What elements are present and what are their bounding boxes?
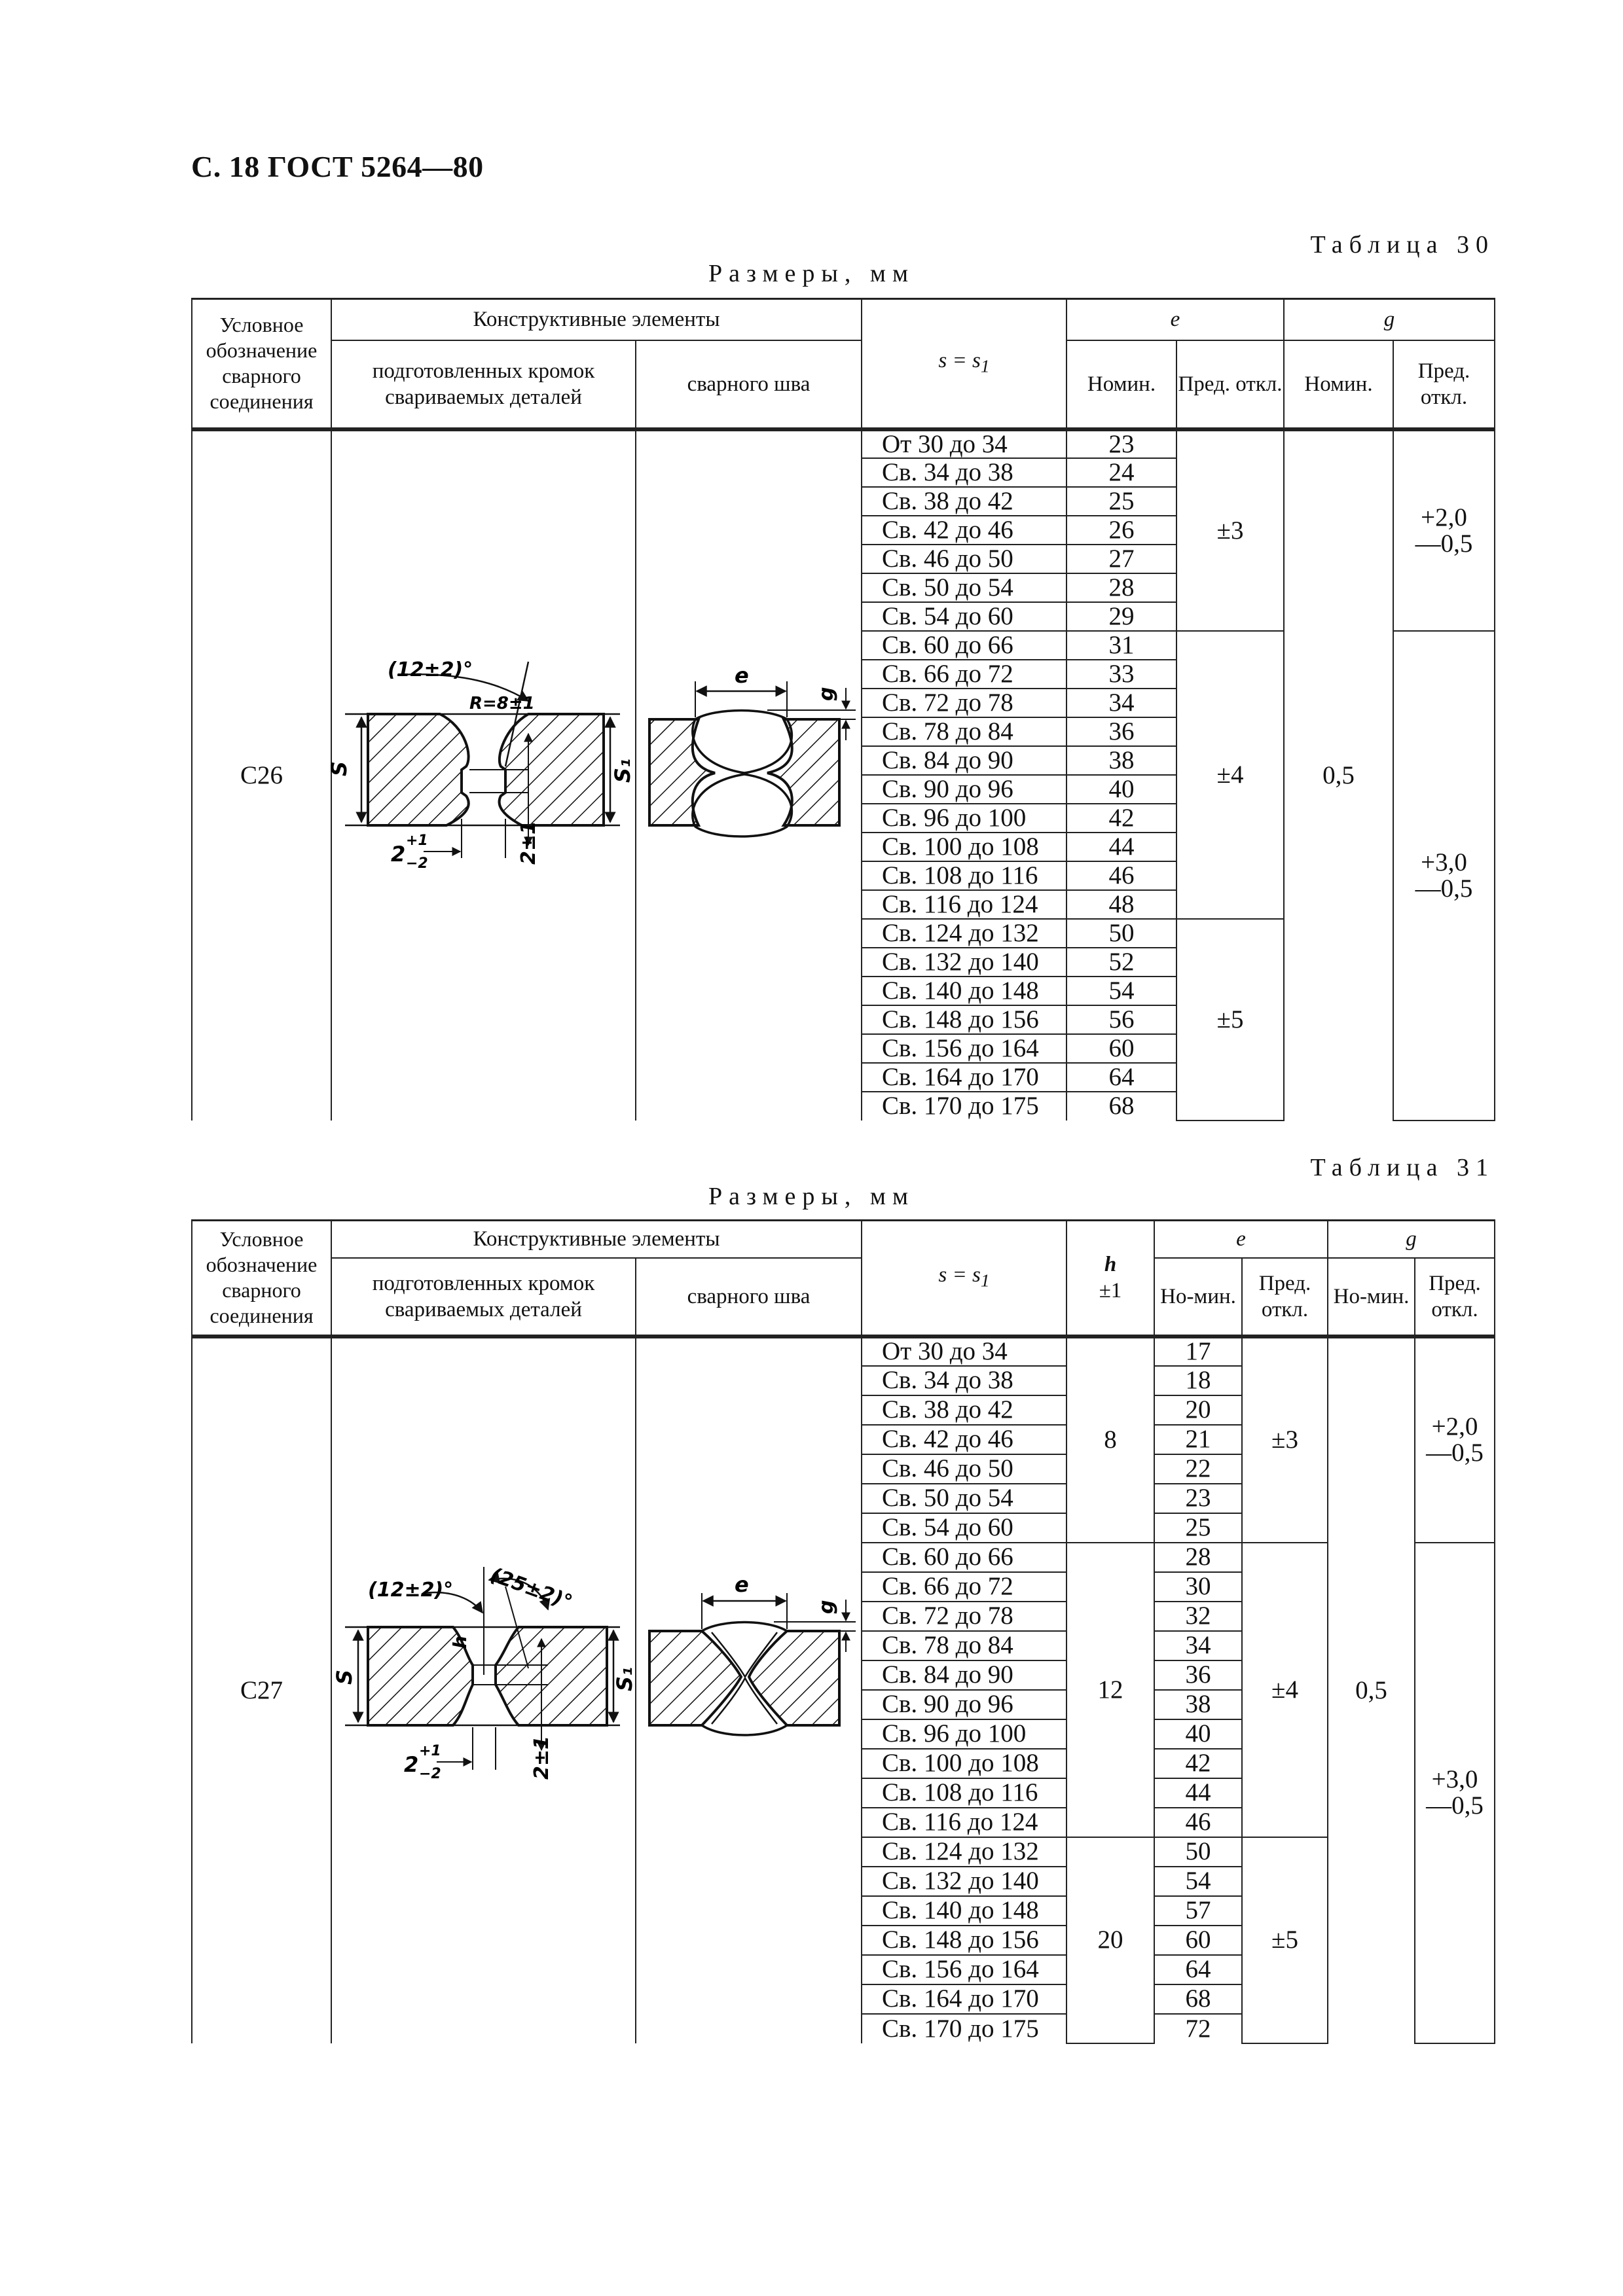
s-range: Св. 54 до 60 [862,602,1067,631]
e-nominal: 52 [1067,948,1176,977]
s-range: Св. 60 до 66 [862,631,1067,660]
table-30-label: Таблица 30 [1310,231,1495,259]
e-label: e [735,663,749,688]
s-range: Св. 34 до 38 [862,1366,1067,1395]
e-nominal: 42 [1154,1749,1242,1778]
s-range: Св. 156 до 164 [862,1034,1067,1063]
e-nominal: 44 [1067,833,1176,861]
root-label: 2±1 [530,1736,553,1780]
col-header-e-pred: Пред. откл. [1242,1258,1328,1336]
prep-figure-cell [327,429,636,1121]
e-nominal: 29 [1067,602,1176,631]
joint-code: C26 [192,429,331,1121]
s-range: Св. 42 до 46 [862,1425,1067,1454]
s-range: Св. 84 до 90 [862,1660,1067,1690]
e-nominal: 18 [1154,1366,1242,1395]
e-tolerance: ±4 [1176,631,1284,919]
gap-sub: −2 [419,1766,441,1782]
s-range: Св. 164 до 170 [862,1984,1067,2014]
s-range: Св. 132 до 140 [862,948,1067,977]
s-range: Св. 96 до 100 [862,1719,1067,1749]
weld-figure-cell [636,1336,862,2043]
s-range: Св. 78 до 84 [862,717,1067,746]
s-range: От 30 до 34 [862,1336,1067,1366]
e-nominal: 64 [1067,1063,1176,1092]
angle2-label: (25±2)° [487,1563,575,1615]
e-nominal: 17 [1154,1336,1242,1366]
e-nominal: 64 [1154,1955,1242,1984]
e-tolerance: ±5 [1242,1837,1328,2043]
g-label: g [815,687,838,701]
s-range: Св. 124 до 132 [862,919,1067,948]
g-nominal: 0,5 [1328,1336,1415,2043]
e-nominal: 38 [1067,746,1176,775]
e-nominal: 44 [1154,1778,1242,1808]
col-header-weld: сварного шва [636,340,862,429]
e-nominal: 54 [1154,1867,1242,1896]
e-nominal: 50 [1154,1837,1242,1867]
s-range: Св. 72 до 78 [862,1602,1067,1631]
col-header-h: h ±1 [1067,1221,1154,1336]
e-nominal: 33 [1067,660,1176,689]
h-label: h [449,1636,471,1649]
e-nominal: 34 [1154,1631,1242,1660]
joint-code: C27 [192,1336,331,2043]
e-nominal: 68 [1154,1984,1242,2014]
e-nominal: 54 [1067,977,1176,1005]
s-range: Св. 100 до 108 [862,1749,1067,1778]
table-31 [191,1219,1495,2044]
g-nominal: 0,5 [1284,429,1393,1121]
e-tolerance: ±3 [1176,429,1284,631]
table-31-label: Таблица 31 [1310,1154,1495,1181]
table-row [192,1336,1495,1366]
col-header-g-pred: Пред. откл. [1415,1258,1495,1336]
s-range: Св. 90 до 96 [862,775,1067,804]
e-nominal: 31 [1067,631,1176,660]
s-range: Св. 108 до 116 [862,861,1067,890]
table-30 [191,298,1495,1121]
radius-label: R=8±1 [469,694,535,713]
s-range: Св. 66 до 72 [862,1572,1067,1602]
s-range: Св. 164 до 170 [862,1063,1067,1092]
col-header-s: $s = s_1$ [862,1221,1067,1336]
s-range: Св. 66 до 72 [862,660,1067,689]
weld-figure [636,1554,862,1822]
s-range: Св. 108 до 116 [862,1778,1067,1808]
e-nominal: 40 [1067,775,1176,804]
e-nominal: 68 [1067,1092,1176,1121]
s-range: Св. 140 до 148 [862,1896,1067,1926]
s-range: Св. 60 до 66 [862,1543,1067,1572]
table-row [192,429,1495,458]
col-header-e: e [1154,1221,1328,1258]
e-nominal: 36 [1154,1660,1242,1690]
e-nominal: 42 [1067,804,1176,833]
s-range: Св. 50 до 54 [862,573,1067,602]
g-tolerance: +2,0 —0,5 [1415,1336,1495,1543]
col-header-cond: Условное обозначение сварного соединения [192,1221,331,1336]
e-nominal: 27 [1067,545,1176,573]
e-nominal: 28 [1154,1543,1242,1572]
prep-figure [327,636,636,910]
col-header-g-pred: Пред. откл. [1393,340,1495,429]
s-range: Св. 96 до 100 [862,804,1067,833]
e-nominal: 23 [1154,1484,1242,1513]
angle-label: (12±2)° [388,658,473,681]
e-nominal: 60 [1067,1034,1176,1063]
col-header-prep: подготовленных кромок свариваемых деталей [331,1258,636,1336]
s-range: Св. 116 до 124 [862,890,1067,919]
col-header-e-nom: Номин. [1067,340,1176,429]
page-header: С. 18 ГОСТ 5264—80 [191,150,484,183]
angle1-label: (12±2)° [368,1579,454,1602]
col-header-e: e [1067,299,1284,340]
e-nominal: 24 [1067,458,1176,487]
weld-figure [636,636,862,910]
e-nominal: 46 [1067,861,1176,890]
col-header-constr: Конструктивные элементы [331,299,862,340]
g-tolerance: +2,0 —0,5 [1393,429,1495,631]
e-nominal: 34 [1067,689,1176,717]
e-nominal: 38 [1154,1690,1242,1719]
e-tolerance: ±3 [1242,1336,1328,1543]
e-tolerance: ±5 [1176,919,1284,1121]
gap-sub: −2 [406,855,428,872]
s-range: Св. 140 до 148 [862,977,1067,1005]
e-nominal: 48 [1067,890,1176,919]
s-range: Св. 90 до 96 [862,1690,1067,1719]
s-range: Св. 124 до 132 [862,1837,1067,1867]
e-nominal: 46 [1154,1808,1242,1837]
g-tolerance: +3,0 —0,5 [1415,1543,1495,2043]
e-tolerance: ±4 [1242,1543,1328,1837]
prep-figure-cell [331,1336,636,2043]
gap-label: 2 [391,842,406,867]
root-label: 2±1 [517,821,540,865]
e-label: e [735,1572,749,1597]
s1-label: S₁ [610,758,635,783]
g-label: g [815,1600,838,1614]
s-range: Св. 50 до 54 [862,1484,1067,1513]
h-value: 20 [1067,1837,1154,2043]
h-value: 8 [1067,1336,1154,1543]
s-range: Св. 78 до 84 [862,1631,1067,1660]
col-header-weld: сварного шва [636,1258,862,1336]
s-label: S [327,761,352,776]
s-range: От 30 до 34 [862,429,1067,458]
col-header-constr: Конструктивные элементы [331,1221,862,1258]
weld-figure-cell [636,429,862,1121]
s-range: Св. 42 до 46 [862,516,1067,545]
e-nominal: 60 [1154,1926,1242,1955]
s-label: S [332,1669,357,1685]
e-nominal: 23 [1067,429,1176,458]
e-nominal: 30 [1154,1572,1242,1602]
col-header-prep: подготовленных кромок свариваемых деталей [331,340,636,429]
col-header-e-nom: Но-мин. [1154,1258,1242,1336]
prep-figure [332,1554,636,1822]
s-range: Св. 72 до 78 [862,689,1067,717]
s-range: Св. 148 до 156 [862,1005,1067,1034]
e-nominal: 40 [1154,1719,1242,1749]
table-30-dims: Размеры, мм [708,260,915,287]
col-header-e-pred: Пред. откл. [1176,340,1284,429]
gap-sup: +1 [419,1743,441,1759]
s-range: Св. 170 до 175 [862,1092,1067,1121]
e-nominal: 26 [1067,516,1176,545]
s-range: Св. 132 до 140 [862,1867,1067,1896]
s-range: Св. 38 до 42 [862,487,1067,516]
col-header-cond: Условное обозначение сварного соединения [192,299,331,429]
col-header-s: $s = s_1$ [862,299,1067,429]
col-header-g-nom: Номин. [1284,340,1393,429]
col-header-g: g [1284,299,1495,340]
col-header-g-nom: Но-мин. [1328,1258,1415,1336]
s-range: Св. 84 до 90 [862,746,1067,775]
table-31-dims: Размеры, мм [708,1183,915,1210]
s-range: Св. 156 до 164 [862,1955,1067,1984]
s-range: Св. 170 до 175 [862,2014,1067,2043]
s-range: Св. 100 до 108 [862,833,1067,861]
s-range: Св. 148 до 156 [862,1926,1067,1955]
e-nominal: 25 [1154,1513,1242,1543]
e-nominal: 28 [1067,573,1176,602]
e-nominal: 72 [1154,2014,1242,2043]
s-range: Св. 34 до 38 [862,458,1067,487]
s-range: Св. 46 до 50 [862,545,1067,573]
s-range: Св. 54 до 60 [862,1513,1067,1543]
e-nominal: 57 [1154,1896,1242,1926]
h-value: 12 [1067,1543,1154,1837]
s-range: Св. 38 до 42 [862,1395,1067,1425]
g-tolerance: +3,0 —0,5 [1393,631,1495,1121]
e-nominal: 22 [1154,1454,1242,1484]
e-nominal: 25 [1067,487,1176,516]
s-range: Св. 116 до 124 [862,1808,1067,1837]
gap-sup: +1 [406,833,428,849]
gap-label: 2 [404,1752,419,1777]
s-range: Св. 46 до 50 [862,1454,1067,1484]
e-nominal: 56 [1067,1005,1176,1034]
e-nominal: 21 [1154,1425,1242,1454]
s1-label: S₁ [612,1666,637,1691]
e-nominal: 20 [1154,1395,1242,1425]
col-header-g: g [1328,1221,1495,1258]
e-nominal: 50 [1067,919,1176,948]
e-nominal: 32 [1154,1602,1242,1631]
e-nominal: 36 [1067,717,1176,746]
